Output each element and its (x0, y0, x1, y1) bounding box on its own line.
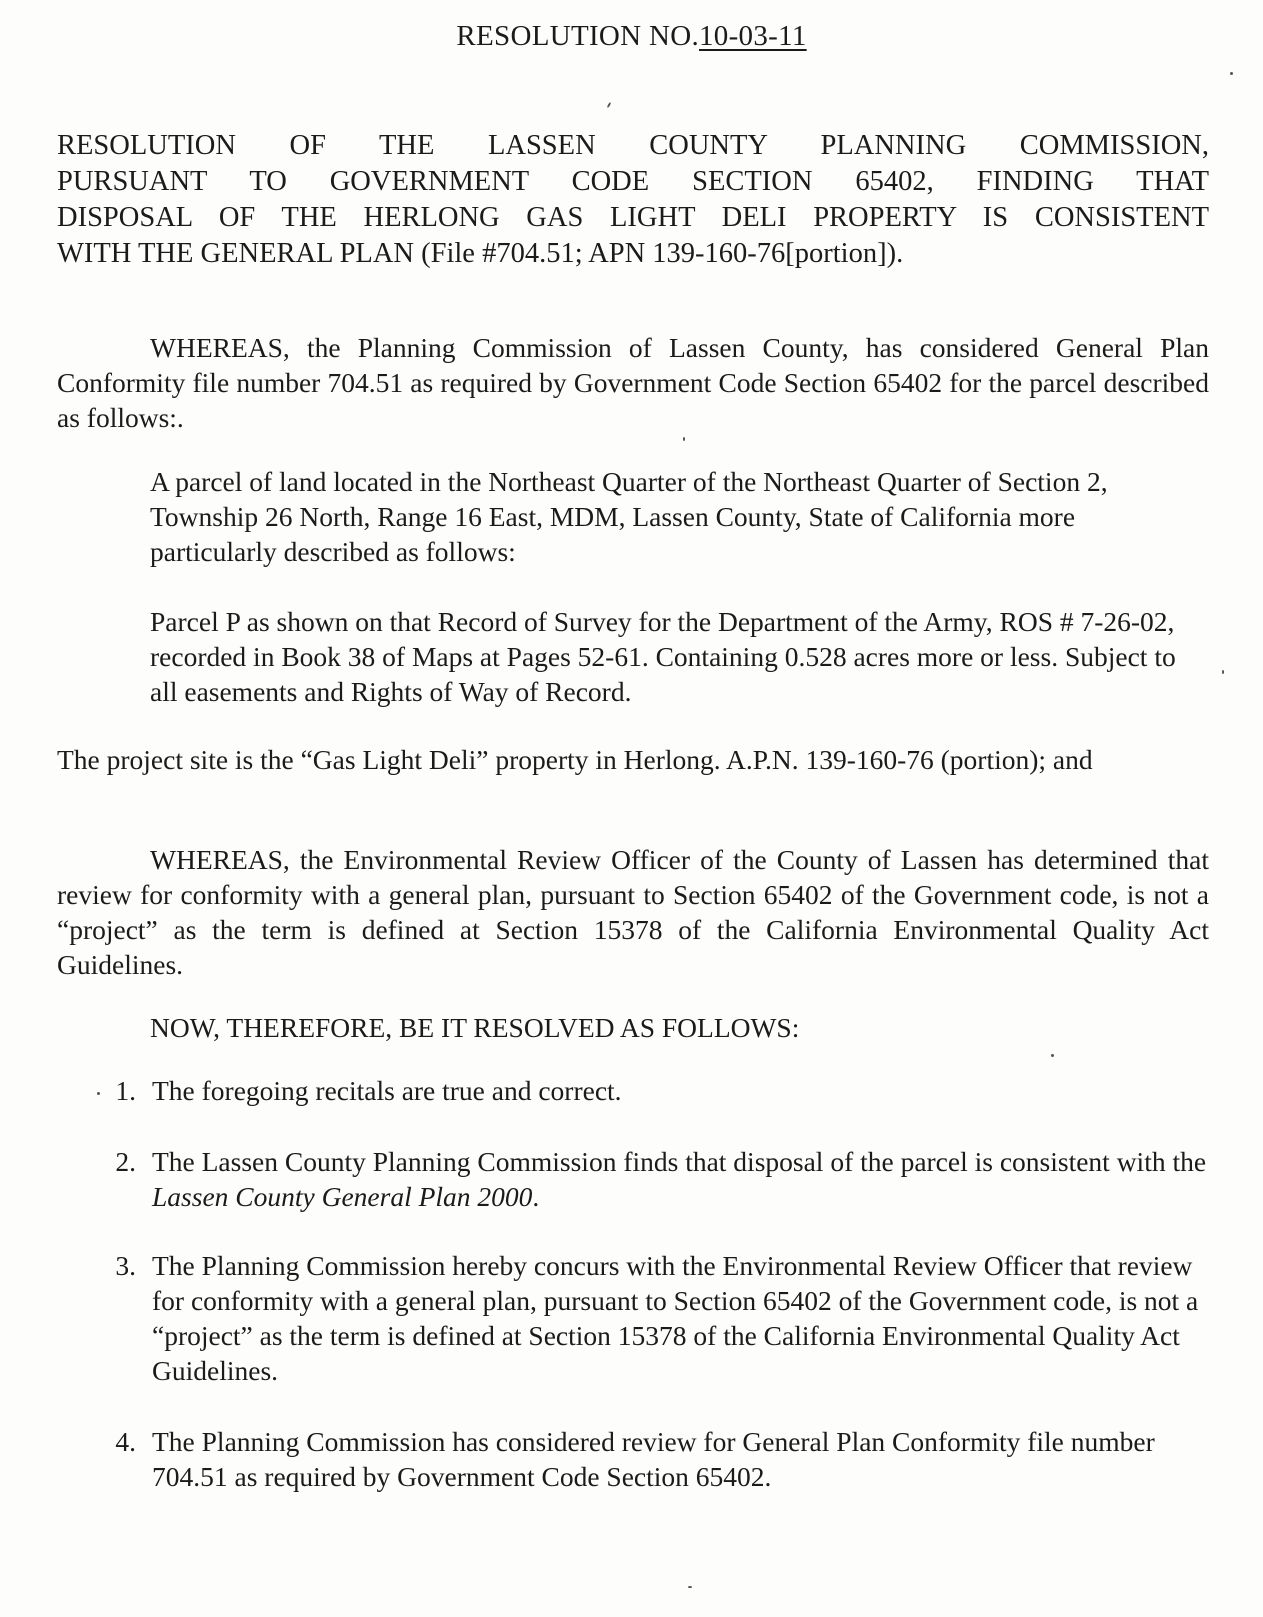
heading-line-3: DISPOSAL OF THE HERLONG GAS LIGHT DELI PROPERTY IS CONSISTENT (57, 202, 1209, 233)
scan-speck (688, 1586, 692, 1588)
resolved-heading: NOW, THEREFORE, BE IT RESOLVED AS FOLLOWS: (150, 1012, 800, 1043)
item-number: 4. (115, 1426, 136, 1457)
scan-speck (1051, 1054, 1054, 1057)
legal-description-paragraph-1: A parcel of land located in the Northeast Quarter of the Northeast Quarter of Section 2, Township 26 North, Range 16 East, MDM, Lassen County, State of California more particularly described as follows: (150, 466, 1108, 567)
whereas-paragraph-2: WHEREAS, the Environmental Review Officer of the County of Lassen has determined that review for conformity with a general plan, pursuant to Section 65402 of the Government code, is not a “project” as the term is defined at Section 15378 of the California Environmental Quality Act Guidelines. (57, 844, 1209, 980)
item-number: 2. (115, 1146, 136, 1177)
resolution-number: 10-03-11 (699, 20, 807, 52)
whereas-paragraph-1: WHEREAS, the Planning Commission of Lassen County, has considered General Plan Conformity file number 704.51 as required by Government Code Section 65402 for the parcel described as follows:. (57, 332, 1209, 433)
item-text: The Planning Commission has considered review for General Plan Conformity file number 704.51 as required by Government Code Section 65402. (152, 1426, 1155, 1492)
item-text-before: The Lassen County Planning Commission finds that disposal of the parcel is consistent with the (152, 1146, 1207, 1177)
scan-speck (607, 102, 612, 108)
general-plan-title: Lassen County General Plan 2000 (152, 1181, 533, 1212)
scan-speck (1222, 670, 1224, 674)
item-number: 3. (115, 1250, 136, 1281)
scan-speck (683, 437, 685, 441)
scan-speck (1230, 72, 1233, 75)
project-site-paragraph: The project site is the “Gas Light Deli” property in Herlong. A.P.N. 139-160-76 (portion); and (57, 744, 1093, 775)
item-text: The Planning Commission hereby concurs with the Environmental Review Officer that review for conformity with a general plan, pursuant to Section 65402 of the Government code, is not a “project” as the term is defined at Section 15378 of the California Environmental Quality Act Guidelines. (152, 1250, 1199, 1386)
heading-line-2: PURSUANT TO GOVERNMENT CODE SECTION 65402, FINDING THAT (57, 166, 1209, 197)
item-text-after: . (532, 1181, 540, 1212)
item-number: 1. (115, 1075, 136, 1106)
resolution-title-prefix: RESOLUTION NO. (456, 20, 699, 52)
heading-line-1: RESOLUTION OF THE LASSEN COUNTY PLANNING COMMISSION, (57, 130, 1209, 161)
legal-description-paragraph-2: Parcel P as shown on that Record of Survey for the Department of the Army, ROS # 7-26-02, recorded in Book 38 of Maps at Pages 52-61. Containing 0.528 acres more or less. Subject to all easements and Rights of Way of Record. (150, 606, 1176, 707)
item-text: The foregoing recitals are true and correct. (152, 1075, 622, 1106)
item-text (152, 1144, 1210, 1214)
resolution-heading (57, 128, 1209, 272)
scan-speck (97, 1092, 100, 1095)
resolution-title (0, 20, 1263, 53)
heading-line-4: WITH THE GENERAL PLAN (File #704.51; APN 139-160-76[portion]). (57, 238, 904, 269)
